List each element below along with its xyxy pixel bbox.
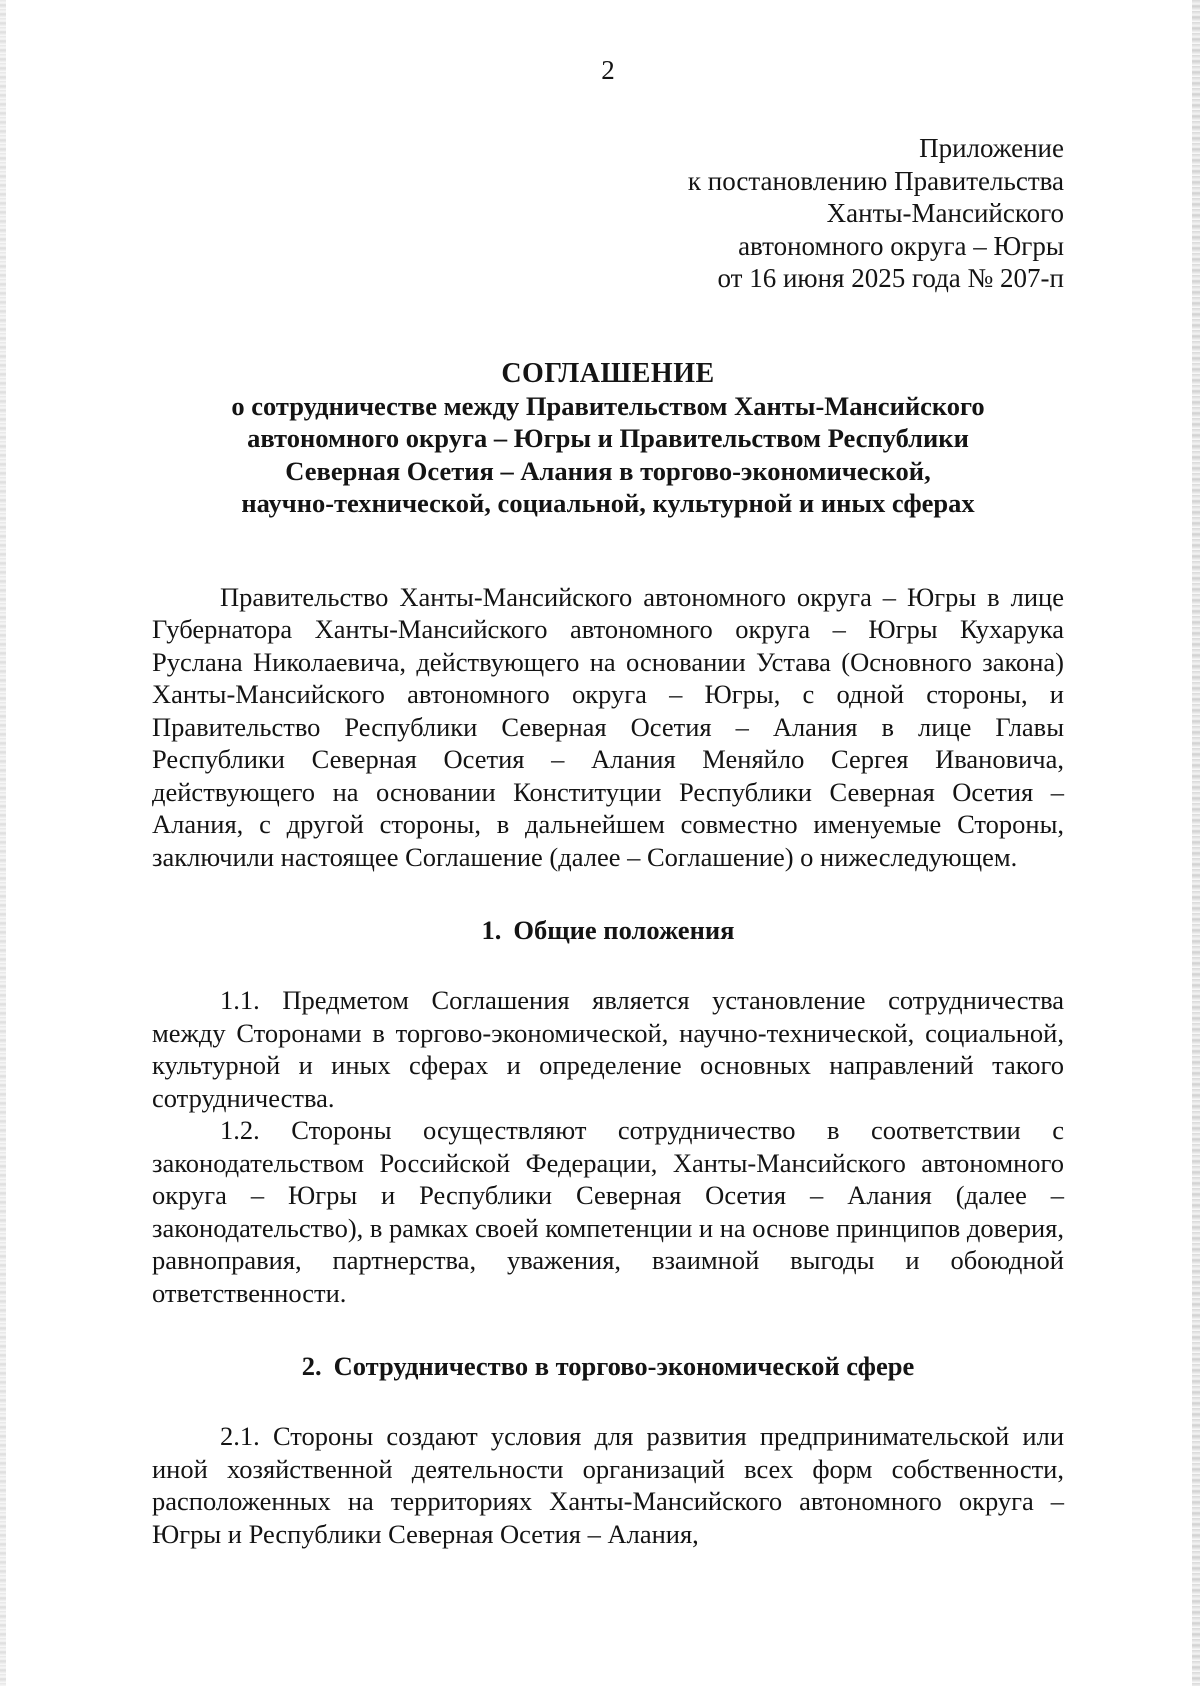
title-block xyxy=(152,358,1064,520)
clause-paragraph: 1.1. Предметом Соглашения является установление сотрудничества между Сторонами в торгово-экономической, научно-технической, социальной, культурной и иных сферах и определение основных направлений такого сотрудничества. xyxy=(152,985,1064,1113)
section-heading xyxy=(152,1350,1064,1382)
scan-edge-right xyxy=(1192,0,1200,1686)
document-page xyxy=(152,52,1064,1550)
subtitle-line: научно-технической, социальной, культурной и иных сферах xyxy=(241,488,975,518)
scan-edge-left xyxy=(0,0,6,1686)
clause-paragraph: 1.2. Стороны осуществляют сотрудничество в соответствии с законодательством Российской Федерации, Ханты-Мансийского автономного округа – Югры и Республики Северная Осетия – Алания (далее – законодательство), в рамках своей компетенции и на основе принципов доверия, равноправия, партнерства, уважения, взаимной выгоды и обоюдной ответственности. xyxy=(152,1115,1064,1308)
appendix-line: автономного округа – Югры xyxy=(738,230,1064,261)
appendix-line: Ханты-Мансийского xyxy=(826,198,1064,228)
clause-paragraph: 2.1. Стороны создают условия для развития предпринимательской или иной хозяйственной деятельности организаций всех форм собственности, расположенных на территориях Ханты-Мансийского автономного округа – Югры и Республики Северная Осетия – Алания, xyxy=(152,1421,1064,1549)
subtitle-line: о сотрудничестве между Правительством Ханты-Мансийского xyxy=(231,390,985,421)
appendix-line: от 16 июня 2025 года № 207-п xyxy=(717,263,1064,293)
section-number: 2. xyxy=(301,1351,322,1381)
appendix-line: к постановлению Правительства xyxy=(687,165,1064,196)
section-number: 1. xyxy=(481,915,502,945)
page-number: 2 xyxy=(601,55,615,85)
subtitle-line: Северная Осетия – Алания в торгово-экономической, xyxy=(285,455,931,486)
section-heading xyxy=(152,914,1064,946)
document-subtitle xyxy=(152,390,1064,520)
appendix-block xyxy=(152,132,1064,295)
subtitle-line: автономного округа – Югры и Правительством Республики xyxy=(247,423,969,453)
document-title: СОГЛАШЕНИЕ xyxy=(501,357,715,389)
section-title: Общие положения xyxy=(513,915,735,945)
section-title: Сотрудничество в торгово-экономической сфере xyxy=(333,1351,915,1381)
intro-paragraph: Правительство Ханты-Мансийского автономного округа – Югры в лице Губернатора Ханты-Мансийского автономного округа – Югры Кухарука Руслана Николаевича, действующего на основании Устава (Основного закона) Ханты-Мансийского автономного округа – Югры, с одной стороны, и Правительство Республики Северная Осетия – Алания в лице Главы Республики Северная Осетия – Алания Меняйло Сергея Ивановича, действующего на основании Конституции Республики Северная Осетия – Алания, с другой стороны, в дальнейшем совместно именуемые Стороны, заключили настоящее Соглашение (далее – Соглашение) о нижеследующем. xyxy=(152,581,1064,872)
appendix-line: Приложение xyxy=(919,133,1064,163)
